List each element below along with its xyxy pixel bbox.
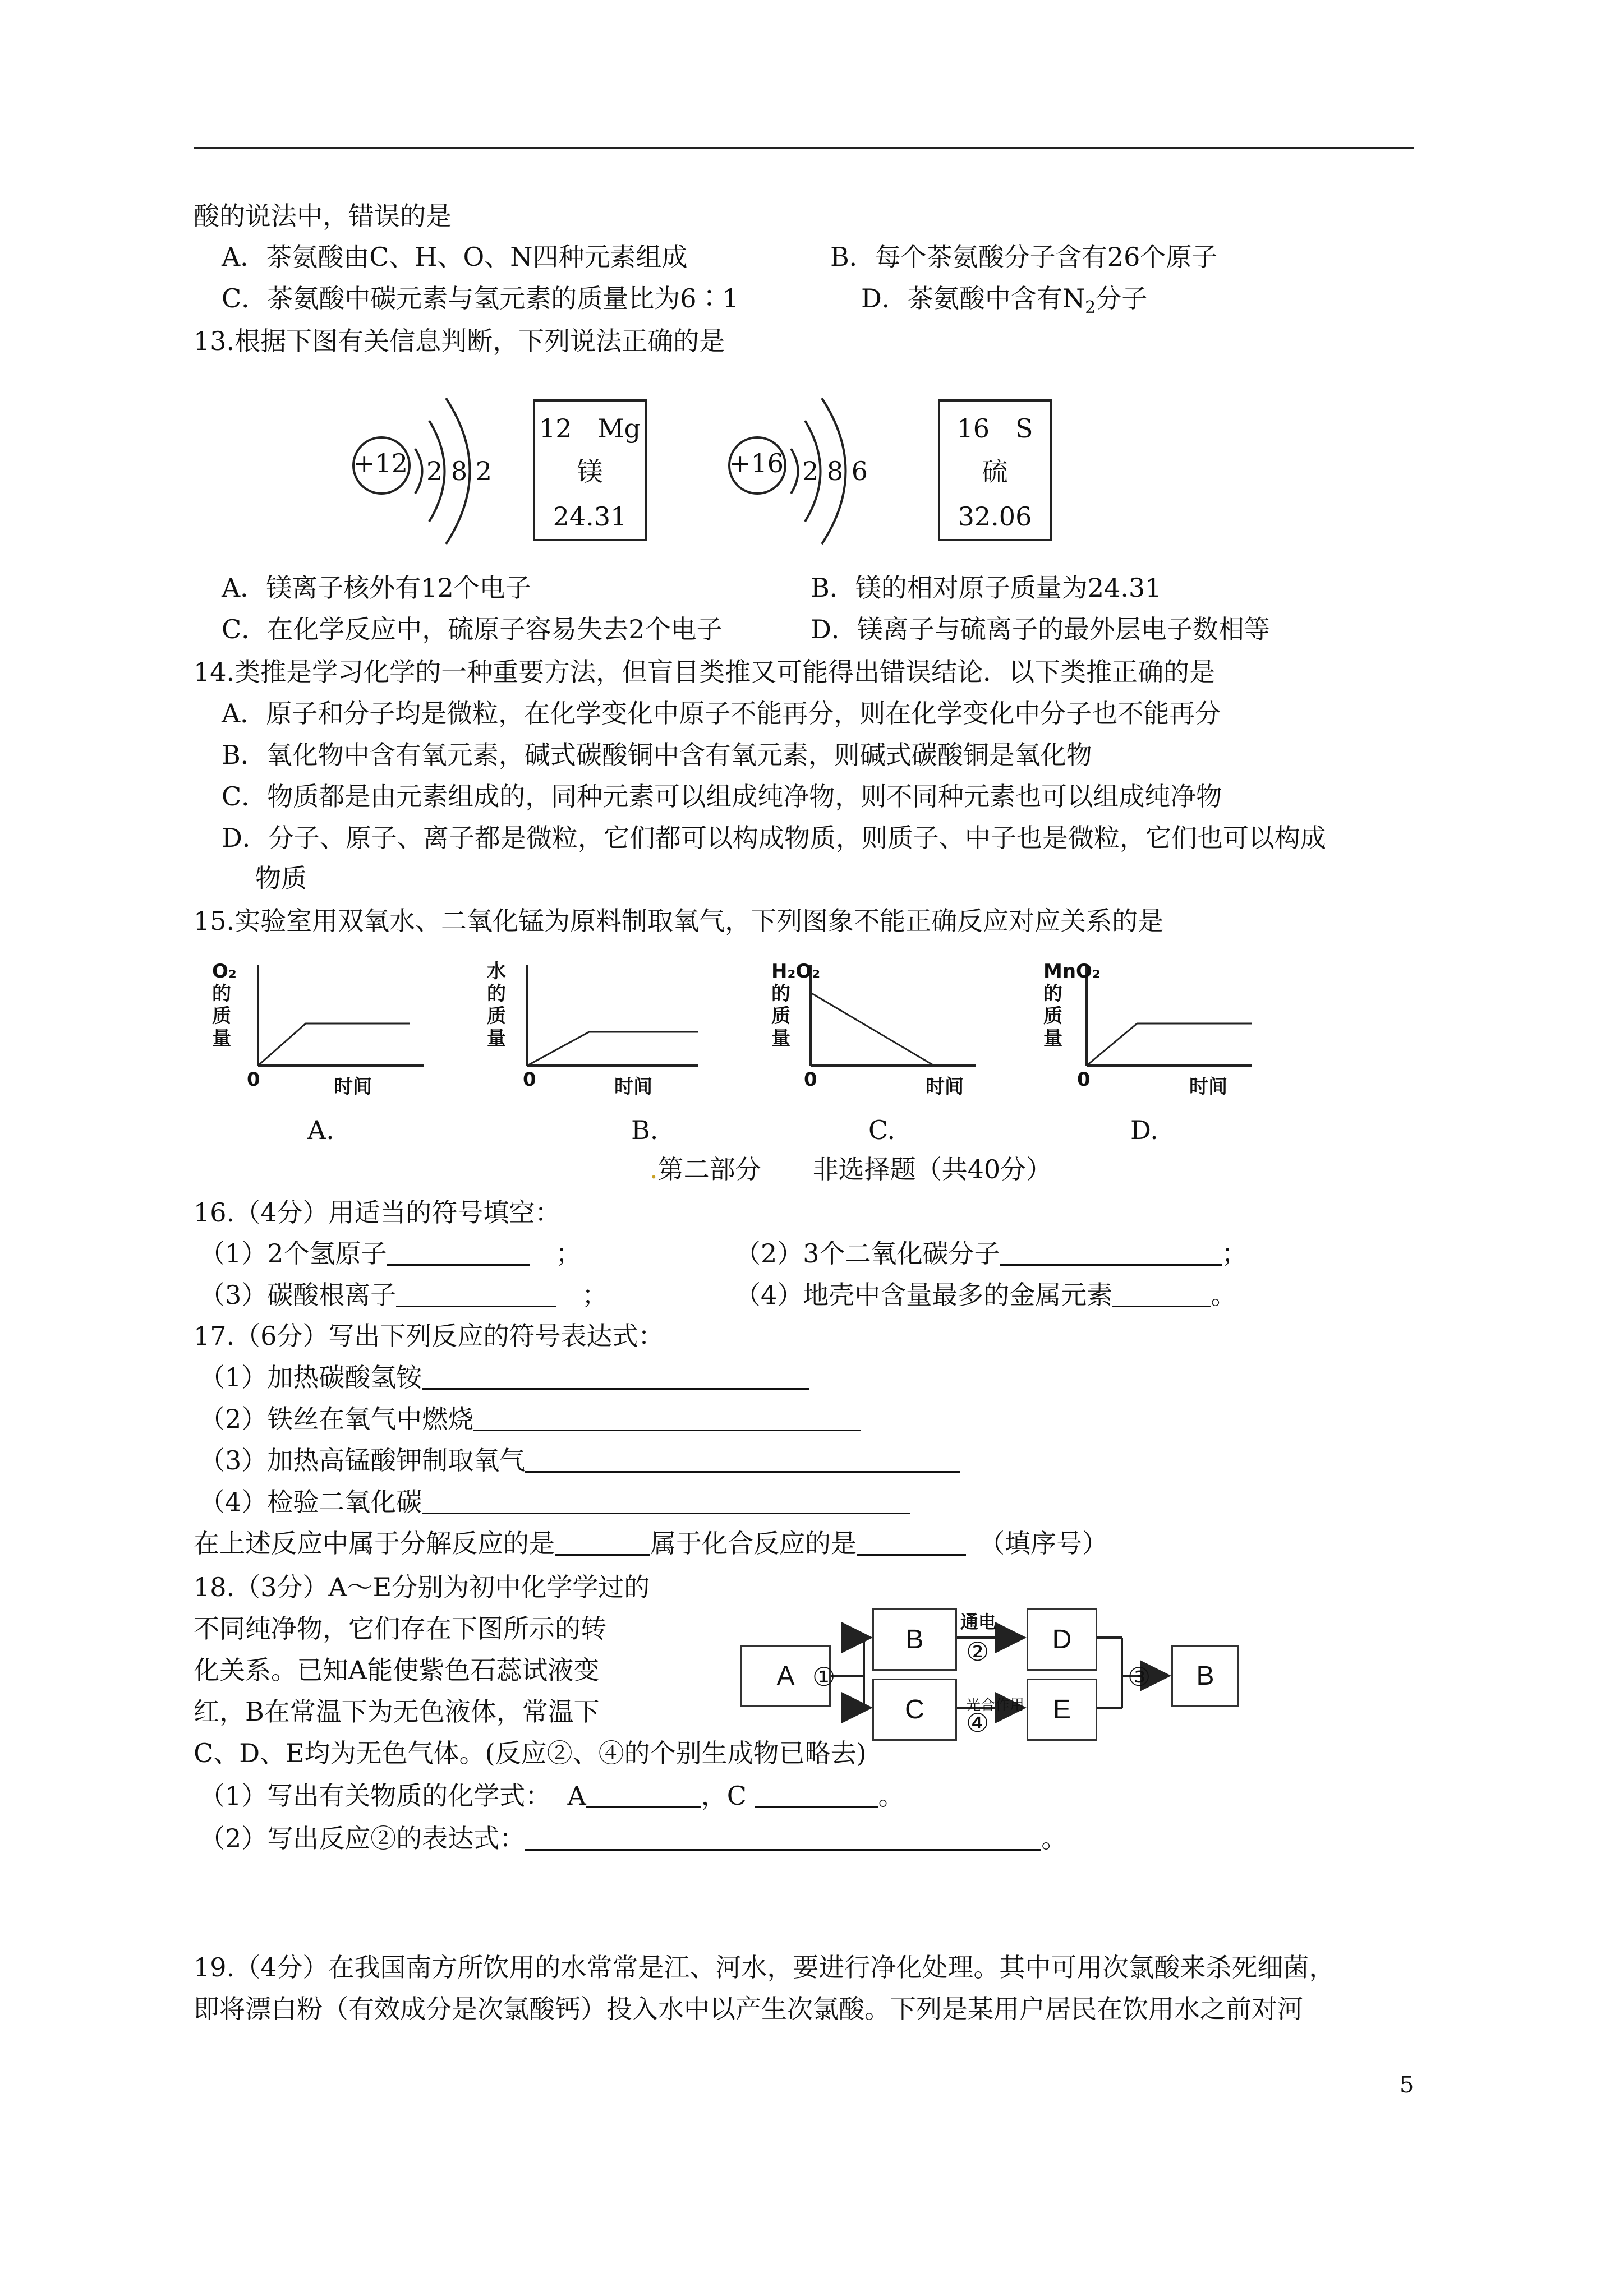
s-number: 16 xyxy=(956,413,990,444)
flow-reaction-2: ② xyxy=(966,1636,990,1667)
mg-nucleus: +12 xyxy=(353,448,408,478)
flow-box-d: D xyxy=(1027,1608,1097,1671)
q15-chart-c-xlabel: 时间 xyxy=(926,1076,964,1098)
s-mass: 32.06 xyxy=(958,501,1032,532)
q14-option-d-cont: 物质 xyxy=(255,863,307,893)
flow-reaction-3: ③ xyxy=(1128,1662,1151,1692)
q13-option-a: A．镁离子核外有12个电子 xyxy=(222,573,531,603)
header-rule xyxy=(194,147,1414,149)
q17-stem: 17.（6分）写出下列反应的符号表达式： xyxy=(194,1321,664,1351)
q13-option-b: B．镁的相对原子质量为24.31 xyxy=(811,573,1162,603)
mg-name: 镁 xyxy=(577,457,603,487)
mg-symbol: Mg xyxy=(597,413,641,444)
q14-option-b: B．氧化物中含有氧元素，碱式碳酸铜中含有氧元素，则碱式碳酸铜是氧化物 xyxy=(222,740,1092,770)
q16-blank2[interactable] xyxy=(1000,1239,1222,1266)
q17-blank1[interactable] xyxy=(422,1363,809,1390)
q12-option-c: C．茶氨酸中碳元素与氢元素的质量比为6∶1 xyxy=(222,283,739,313)
q14-option-d: D．分子、原子、离子都是微粒，它们都可以构成物质，则质子、中子也是微粒，它们也可以构成 xyxy=(222,823,1326,853)
q19-line1: 19.（4分）在我国南方所饮用的水常常是江、河水，要进行净化处理。其中可用次氯酸来杀死细菌， xyxy=(194,1952,1335,1983)
q15-chart-a xyxy=(255,962,435,1085)
q15-chart-d-ylabel: MnO₂的质量 xyxy=(1043,960,1101,1050)
q14-option-a: A．原子和分子均是微粒，在化学变化中原子不能再分，则在化学变化中分子也不能再分 xyxy=(222,698,1221,729)
s-symbol: S xyxy=(1015,413,1033,444)
q12-option-d: D．茶氨酸中含有$N_2$分子 xyxy=(861,283,1148,318)
q18-line2: 不同纯净物，它们存在下图所示的转 xyxy=(194,1613,606,1644)
q15-chart-d-xlabel: 时间 xyxy=(1189,1076,1227,1098)
q18-blank-c[interactable] xyxy=(755,1782,878,1808)
q18-item1: （1）写出有关物质的化学式： A ，C 。 xyxy=(199,1781,904,1811)
q17-item1: （1）加热碳酸氢铵 xyxy=(199,1361,809,1394)
q13-option-c: C．在化学反应中，硫原子容易失去2个电子 xyxy=(222,614,723,644)
q17-blank4[interactable] xyxy=(422,1488,910,1514)
q15-chart-d xyxy=(1084,962,1263,1085)
q15-chart-c-origin: 0 xyxy=(804,1068,817,1091)
flow-box-b2: B xyxy=(1171,1645,1239,1707)
q16-item2: （2）3个二氧化碳分子 ； xyxy=(735,1238,1248,1269)
q15-chart-c-ylabel: H₂O₂的质量 xyxy=(771,960,821,1050)
q15-chart-a-xlabel: 时间 xyxy=(334,1076,372,1098)
q19-line2: 即将漂白粉（有效成分是次氯酸钙）投入水中以产生次氯酸。下列是某用户居民在饮用水之前对河 xyxy=(194,1994,1303,2024)
mg-number: 12 xyxy=(539,413,572,444)
flow-label-photosynthesis: 光合作用 xyxy=(966,1696,1025,1713)
q15-chart-b xyxy=(525,962,704,1085)
mg-mass: 24.31 xyxy=(553,501,627,532)
q15-chart-a-origin: 0 xyxy=(247,1068,260,1091)
flow-box-e: E xyxy=(1027,1679,1097,1741)
q18-line5: C、D、E均为无色气体。(反应②、④的个别生成物已略去) xyxy=(194,1738,867,1768)
q16-blank1[interactable] xyxy=(387,1239,530,1266)
q16-blank4[interactable] xyxy=(1112,1281,1211,1307)
q17-blank-combination[interactable] xyxy=(857,1529,966,1556)
part2-heading: .第二部分 非选择题（共40分） xyxy=(650,1154,1052,1184)
page-number: 5 xyxy=(1400,2072,1414,2098)
q16-item3: （3）碳酸根离子 ； xyxy=(199,1280,608,1310)
q17-blank3[interactable] xyxy=(525,1446,960,1473)
q15-chart-d-origin: 0 xyxy=(1077,1068,1091,1091)
q12-option-b: B．每个茶氨酸分子含有26个原子 xyxy=(830,242,1218,272)
q17-item2: （2）铁丝在氧气中燃烧 xyxy=(199,1402,861,1436)
q15-chart-b-origin: 0 xyxy=(523,1068,536,1091)
q15-stem: 15.实验室用双氧水、二氧化锰为原料制取氧气，下列图象不能正确反应对应关系的是 xyxy=(194,906,1164,936)
q17-item4: （4）检验二氧化碳 xyxy=(199,1485,910,1519)
q18-blank-a[interactable] xyxy=(586,1782,701,1808)
q16-stem: 16.（4分）用适当的符号填空： xyxy=(194,1197,561,1228)
q15-chart-b-xlabel: 时间 xyxy=(614,1076,652,1098)
flow-reaction-4: ④ xyxy=(966,1708,990,1738)
q12-stem: 酸的说法中，错误的是 xyxy=(194,201,452,231)
q17-blank-decomposition[interactable] xyxy=(555,1529,650,1556)
q18-line1: 18.（3分）A～E分别为初中化学学过的 xyxy=(194,1572,650,1602)
q14-stem: 14.类推是学习化学的一种重要方法，但盲目类推又可能得出错误结论．以下类推正确的是 xyxy=(194,657,1216,687)
flow-label-electrolysis: 通电 xyxy=(960,1612,997,1632)
q16-item4: （4）地壳中含量最多的金属元素 。 xyxy=(735,1280,1237,1310)
q15-option-d: D. xyxy=(1130,1115,1158,1145)
q15-option-c: C. xyxy=(868,1115,896,1145)
s-element-cell xyxy=(938,399,1052,541)
q17-summary: 在上述反应中属于分解反应的是 属于化合反应的是 （填序号） xyxy=(194,1528,1108,1559)
q18-item2: （2）写出反应②的表达式： 。 xyxy=(199,1823,1068,1854)
q14-option-c: C．物质都是由元素组成的，同种元素可以组成纯净物，则不同种元素也可以组成纯净物 xyxy=(222,781,1222,812)
q15-chart-b-ylabel: 水的质量 xyxy=(487,960,506,1050)
flow-box-c: C xyxy=(872,1679,957,1741)
flow-box-b: B xyxy=(872,1608,957,1671)
q17-item3: （3）加热高锰酸钾制取氧气 xyxy=(199,1444,960,1477)
q12-option-a: A．茶氨酸由C、H、O、N四种元素组成 xyxy=(222,242,688,272)
q18-line3: 化关系。已知A能使紫色石蕊试液变 xyxy=(194,1655,600,1685)
q16-item1: （1）2个氢原子 ； xyxy=(199,1238,582,1269)
flow-reaction-1: ① xyxy=(812,1662,836,1692)
q15-option-a: A. xyxy=(307,1115,334,1145)
mg-shells: 2 8 2 xyxy=(426,456,493,486)
q13-stem: 13.根据下图有关信息判断，下列说法正确的是 xyxy=(194,326,725,356)
q18-line4: 红，B在常温下为无色液体，常温下 xyxy=(194,1696,600,1727)
s-name: 硫 xyxy=(982,457,1008,487)
q15-option-b: B. xyxy=(631,1115,659,1145)
q17-blank2[interactable] xyxy=(473,1405,861,1431)
q16-blank3[interactable] xyxy=(396,1281,556,1307)
q13-option-d: D．镁离子与硫离子的最外层电子数相等 xyxy=(811,614,1270,644)
q15-chart-a-ylabel: O₂的质量 xyxy=(212,960,237,1050)
flow-box-a: A xyxy=(740,1645,831,1707)
q15-chart-c xyxy=(808,962,987,1085)
mg-element-cell xyxy=(533,399,647,541)
s-shells: 2 8 6 xyxy=(802,456,868,486)
q18-blank-eq2[interactable] xyxy=(525,1824,1041,1851)
s-nucleus: +16 xyxy=(729,448,784,478)
